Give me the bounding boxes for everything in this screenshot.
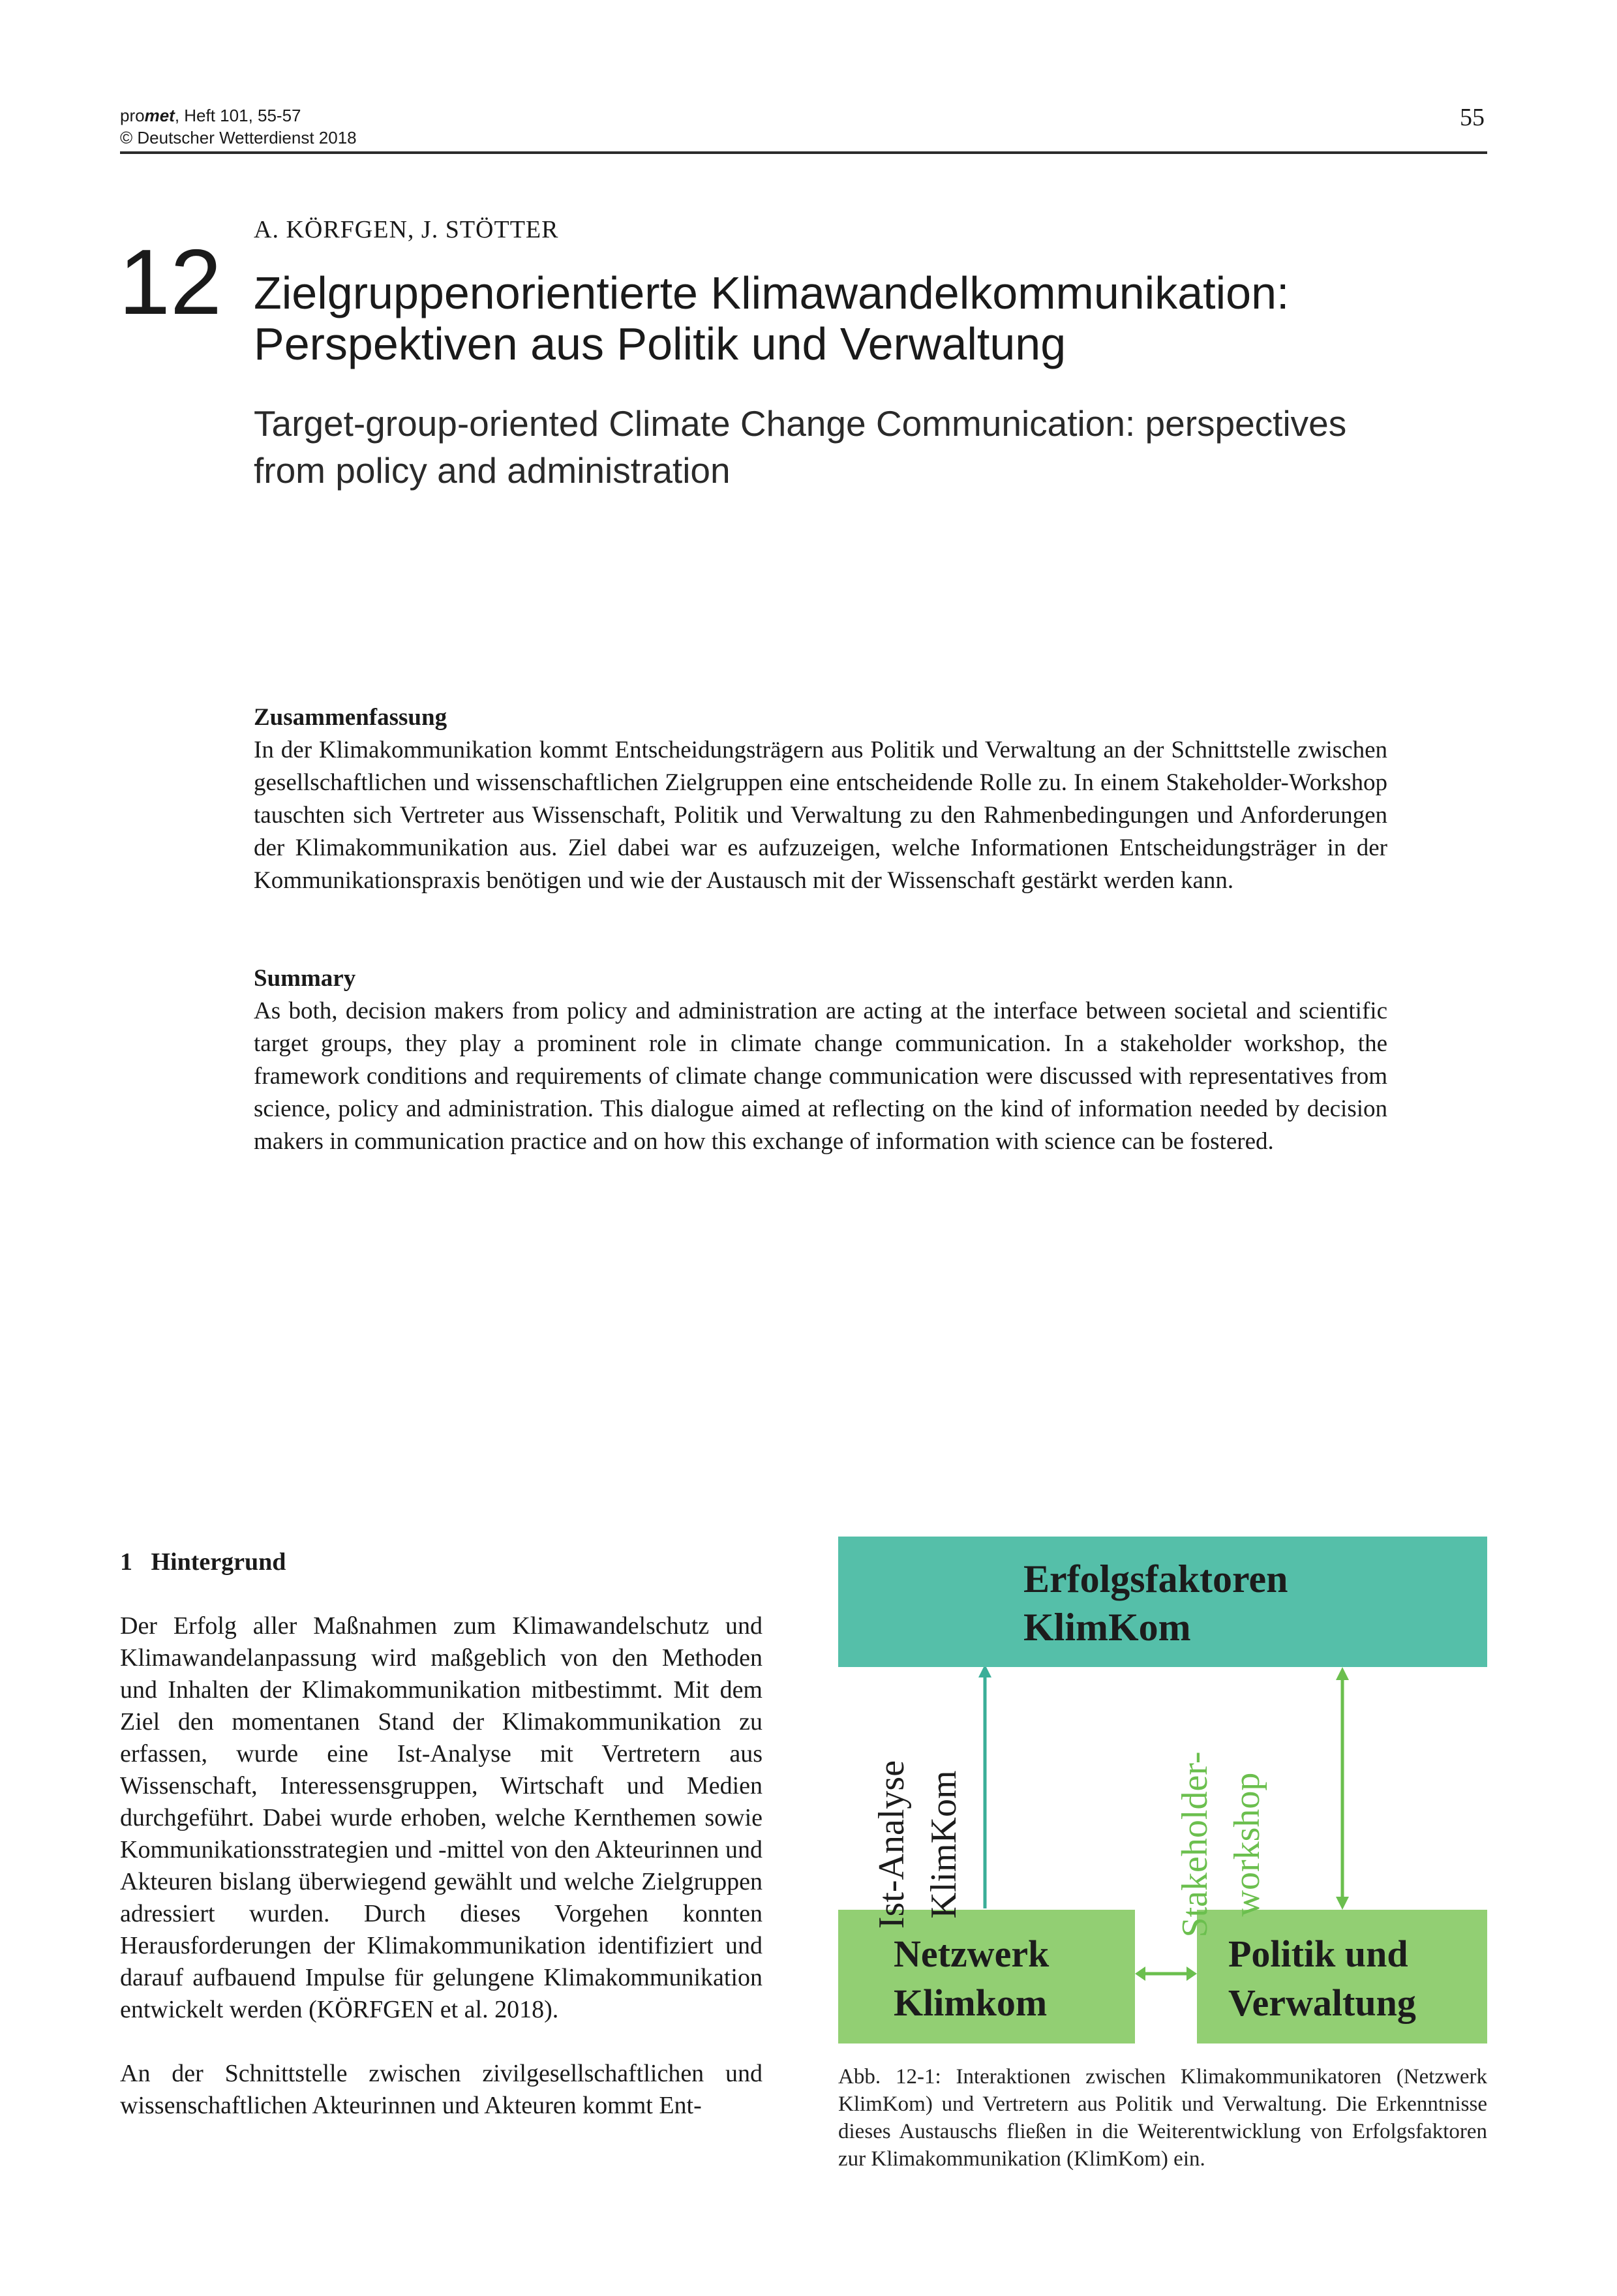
paragraph: An der Schnittstelle zwischen zivilgesellschaftlichen und wissenschaftlichen Akteurinnen und Akteuren kommt Ent- (120, 2060, 763, 2119)
zusammenfassung-heading: Zusammenfassung (254, 704, 447, 731)
summary-text: As both, decision makers from policy and administration are acting at the interface between societal and scientific target groups, they play a prominent role in climate change communication. In a stakeholder workshop, the framework conditions and requirements of climate change communication were discussed with representatives from science, policy and administration. This dialogue aimed at reflecting on the kind of information needed by decision makers in communication practice and on how this exchange of information with science can be fostered. (254, 998, 1387, 1155)
summary (254, 962, 1387, 1158)
label-stakeholder-workshop: Stakeholder- workshop (1175, 1751, 1267, 1938)
section-hintergrund (120, 1546, 763, 2154)
box-netzwerk: Netzwerk Klimkom (838, 1910, 1135, 2043)
chapter-number: 12 (119, 230, 222, 334)
header-rule (120, 151, 1487, 154)
label-ist-analyse: Ist-Analyse KlimKom (871, 1760, 964, 1929)
journal-info (120, 104, 357, 149)
box-erfolgsfaktoren: Erfolgsfaktoren KlimKom (838, 1537, 1487, 1667)
figure-caption: Abb. 12-1: Interaktionen zwischen Klimakommunikatoren (Netzwerk KlimKom) und Vertretern aus Politik und Verwaltung. Die Erkenntnisse dieses Austauschs fließen in die Weiterentwicklung von Erfolgsfaktoren zur Klimakommunikation (KlimKom) ein. (838, 2065, 1487, 2171)
copyright: © Deutscher Wetterdienst 2018 (120, 128, 357, 147)
title-english: Target-group-oriented Climate Change Communication: perspectives from policy and administration (254, 403, 1347, 491)
box-politik: Politik und Verwaltung (1197, 1910, 1487, 2043)
journal-citation: promet, Heft 101, 55-57 (120, 106, 301, 125)
arrow-bidirectional (1135, 1964, 1197, 1983)
title-german: Zielgruppenorientierte Klimawandelkommunikation: Perspektiven aus Politik und Verwaltung (254, 268, 1290, 369)
zusammenfassung (254, 701, 1387, 897)
page-number: 55 (1460, 104, 1485, 131)
section-heading: 1 Hintergrund (120, 1548, 286, 1576)
authors: A. KÖRFGEN, J. STÖTTER (254, 216, 559, 243)
summary-heading: Summary (254, 965, 356, 992)
zusammenfassung-text: In der Klimakommunikation kommt Entscheidungsträgern aus Politik und Verwaltung an der Schnittstelle zwischen gesellschaftlichen und wissenschaftlichen Zielgruppen eine entscheidende Rolle zu. In einem Stakeholder-Workshop tauschten sich Vertreter aus Wissenschaft, Politik und Verwaltung zu den Rahmenbedingungen und Anforderungen der Klimakommunikation aus. Ziel dabei war es aufzuzeigen, welche Informationen Entscheidungsträger in der Kommunikationspraxis benötigen und wie der Austausch mit der Wissenschaft gestärkt werden kann. (254, 737, 1387, 894)
paragraph: Der Erfolg aller Maßnahmen zum Klimawandelschutz und Klimawandelanpassung wird maßgeblich von den Methoden und Inhalten der Klimakommunikation mitbestimmt. Mit dem Ziel den momentanen Stand der Klimakommunikation zu erfassen, wurde eine Ist-Analyse mit Vertretern aus Wissenschaft, Interessensgruppen, Wirtschaft und Medien durchgeführt. Dabei wurde erhoben, welche Kernthemen sowie Kommunikationsstrategien und -mittel von den Akteurinnen und Akteuren bislang überwiegend gewählt und welche Zielgruppen adressiert wurden. Durch dieses Vorgehen konnten Herausforderungen der Klimakommunikation identifiziert und darauf aufbauend Impulse für gelungene Klimakommunikation entwickelt werden (KÖRFGEN et al. 2018). (120, 1612, 763, 2023)
